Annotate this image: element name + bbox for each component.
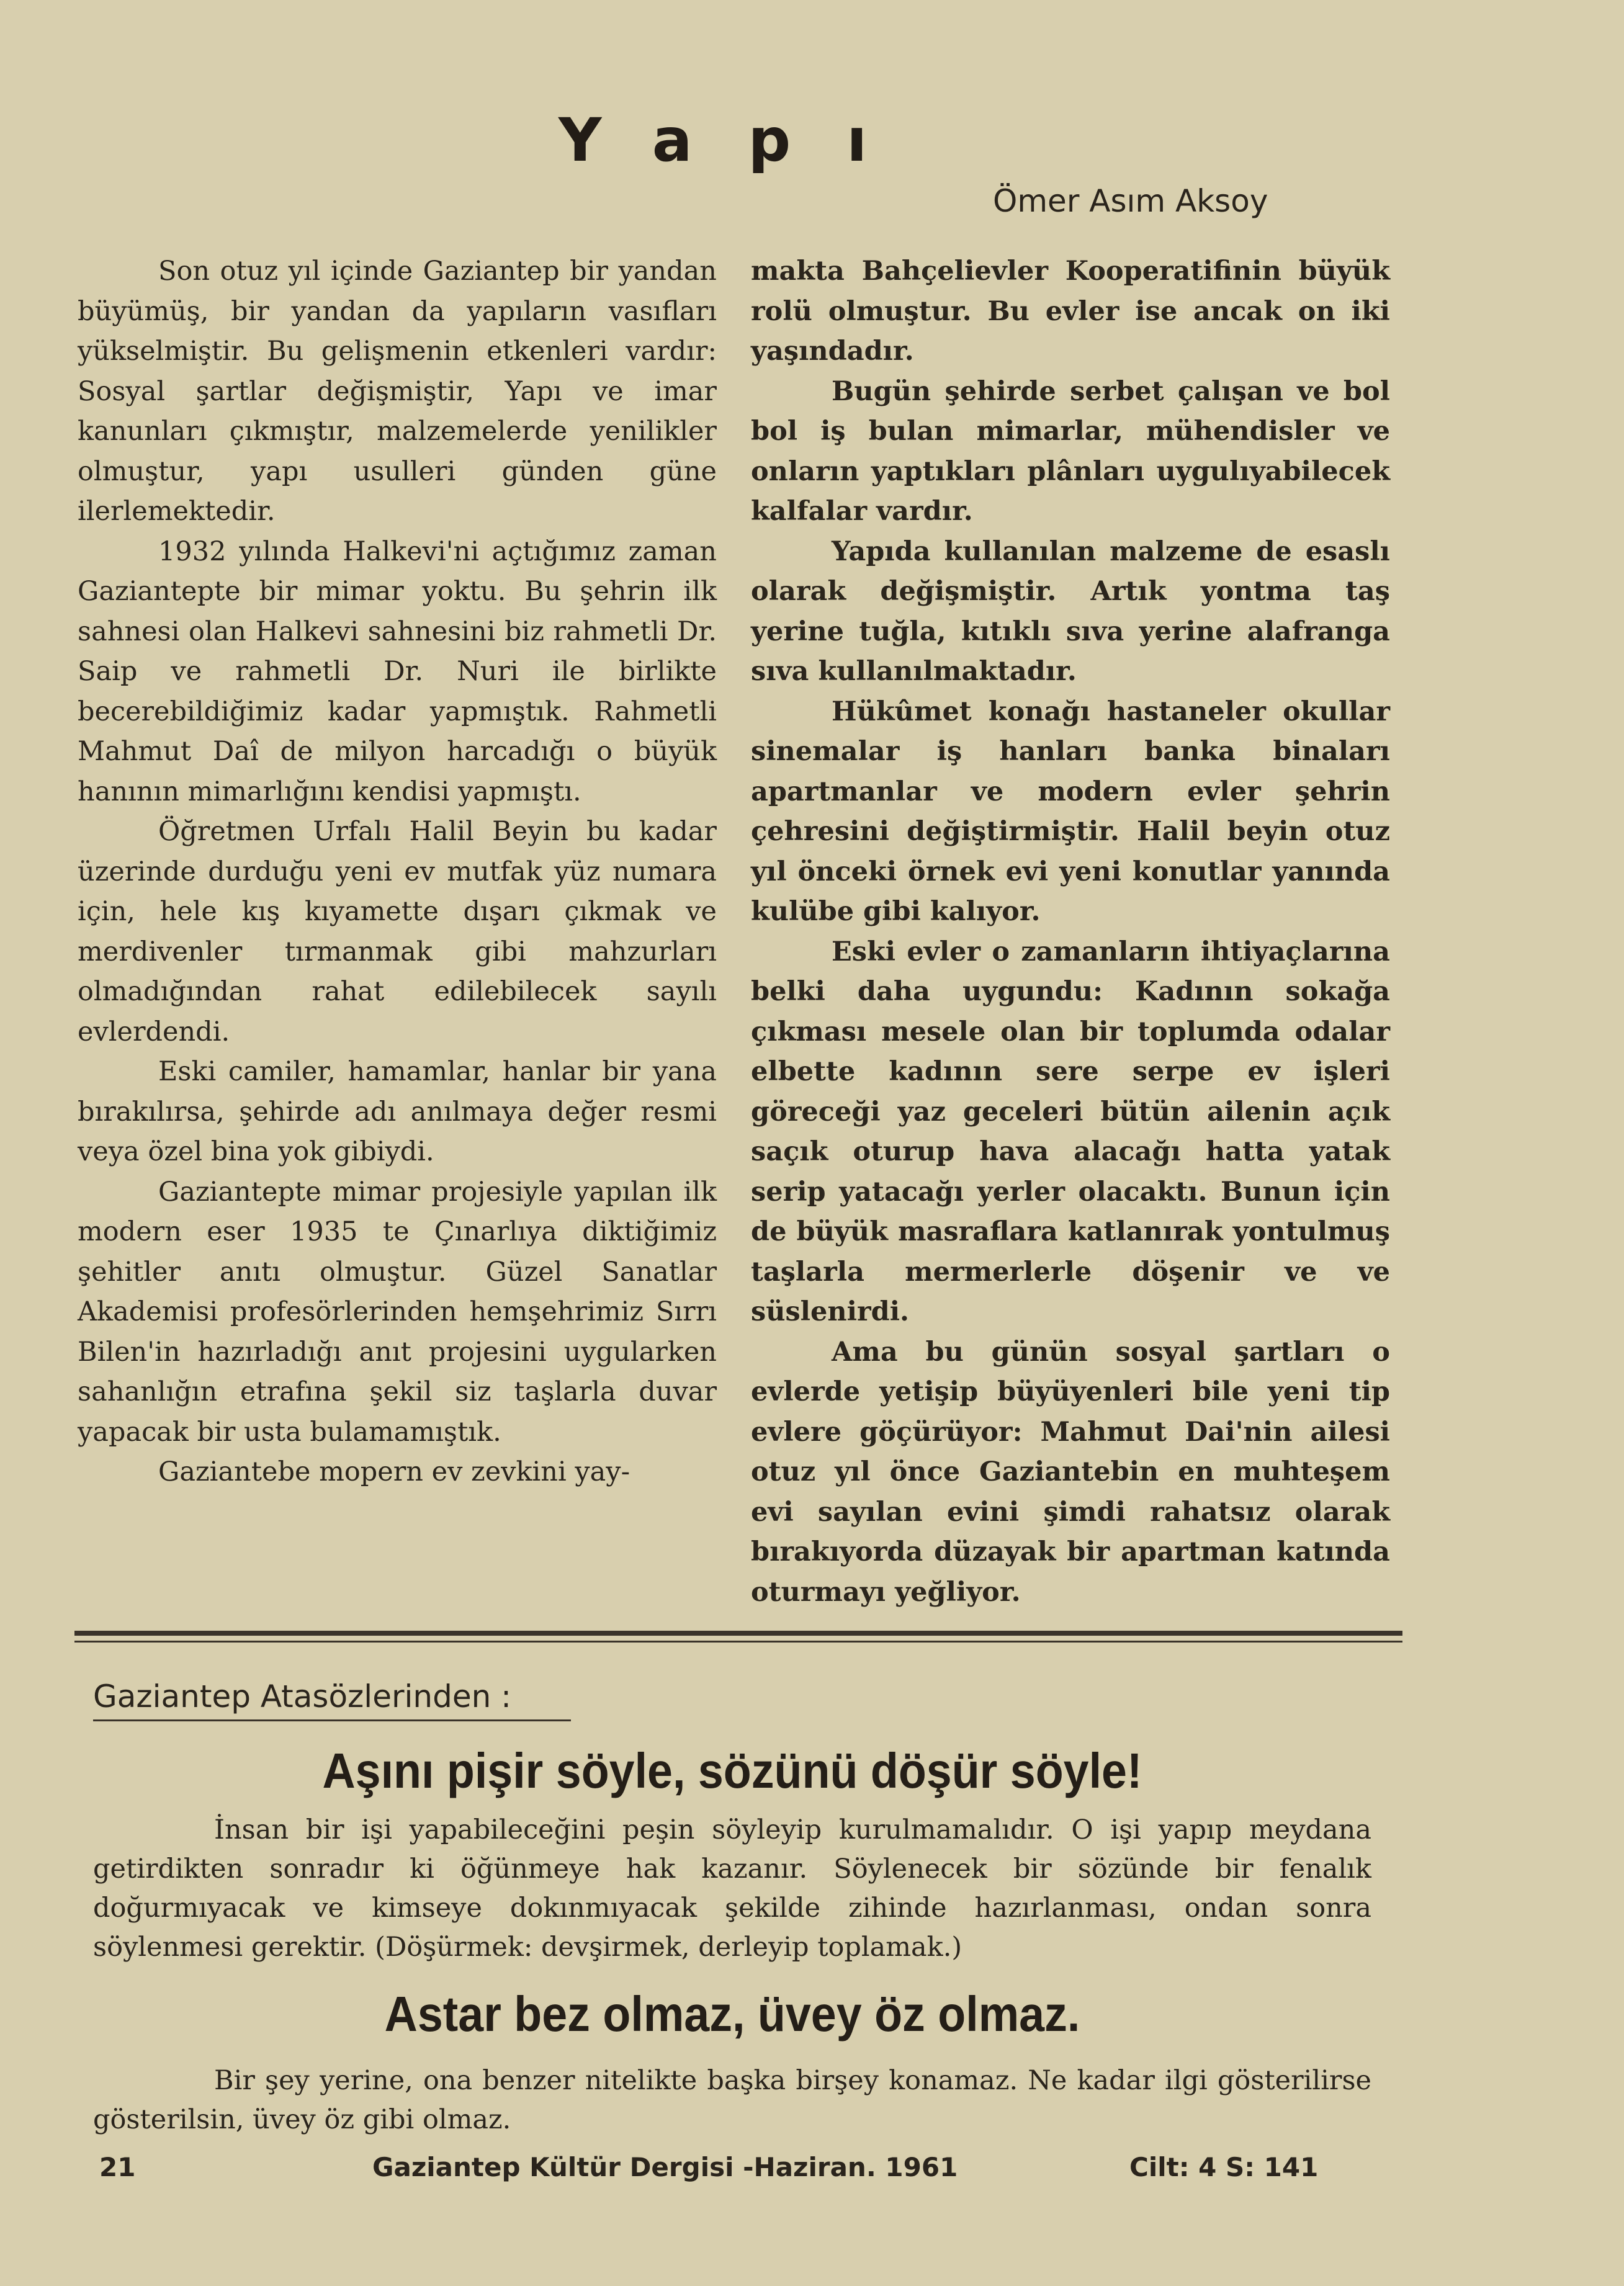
- left-column: [78, 251, 717, 1616]
- paragraph: makta Bahçelievler Kooperatifinin büyük rolü olmuştur. Bu evler ise ancak on iki yaşındadır.: [751, 256, 1390, 367]
- proverb-explanation: [93, 1811, 1371, 1967]
- paragraph: Gaziantepte mimar projesiyle yapılan ilk modern eser 1935 te Çınarlıya diktiğimiz şehitler anıtı olmuştur. Güzel Sanatlar Akademisi profesörlerinden hemşehrimiz Sırrı Bilen'in hazırladığı anıt projesini uygularken sahanlığın etrafına şekil siz taşlarla duvar yapacak bir usta bulamamıştık.: [78, 1176, 717, 1448]
- page-number: 21: [99, 2152, 136, 2182]
- paragraph: Son otuz yıl içinde Gaziantep bir yandan büyümüş, bir yandan da yapıların vasıfları yükselmiştir. Bu gelişmenin etkenleri vardır: Sosyal şartlar değişmiştir, Yapı ve imar kanunları çıkmıştır, malzemelerde yenilikler olmuştur, yapı usulleri günden güne ilerlemektedir.: [78, 256, 717, 527]
- journal-name: Gaziantep Kültür Dergisi -Haziran. 1961: [372, 2152, 958, 2182]
- section-label: Gaziantep Atasözlerinden :: [93, 1679, 571, 1721]
- paragraph: Bugün şehirde serbet çalışan ve bol bol iş bulan mimarlar, mühendisler ve onların yaptıkları plânları uygulıyabilecek kalfalar vardır.: [751, 375, 1390, 527]
- right-column: [751, 251, 1390, 1616]
- proverb-title: Aşını pişir söyle, sözünü döşür söyle!: [322, 1743, 1142, 1798]
- issue-info: Cilt: 4 S: 141: [1129, 2152, 1319, 2182]
- paragraph: Eski camiler, hamamlar, hanlar bir yana bırakılırsa, şehirde adı anılmaya değer resmi veya özel bina yok gibiydi.: [78, 1056, 717, 1167]
- paragraph: Eski evler o zamanların ihtiyaçlarına belki daha uygundu: Kadının sokağa çıkması mesele olan bir toplumda odalar elbette kadının sere serpe ev işleri göreceği yaz geceleri bütün ailenin açık saçık oturup hava alacağı hatta yatak serip yatacağı yerler olacaktı. Bunun için de büyük masraflara katlanırak yontulmuş taşlarla mermerlerle döşenir ve ve süslenirdi.: [751, 936, 1390, 1327]
- proverb-explanation: [93, 2061, 1371, 2140]
- paragraph: Ama bu günün sosyal şartları o evlerde yetişip büyüyenleri bile yeni tip evlere göçürüyor: Mahmut Dai'nin ailesi otuz yıl önce Gaziantebin en muhteşem evi sayılan evini şimdi rahatsız olarak bırakıyorda düzayak bir apartman katında oturmayı yeğliyor.: [751, 1336, 1390, 1608]
- paragraph: Yapıda kullanılan malzeme de esaslı olarak değişmiştir. Artık yontma taş yerine tuğla, kıtıklı sıva yerine alafranga sıva kullanılmaktadır.: [751, 536, 1390, 687]
- article-title: Yapı: [559, 105, 923, 175]
- explanation-text: İnsan bir işi yapabileceğini peşin söyleyip kurulmamalıdır. O işi yapıp meydana getirdikten sonradır ki öğünmeye hak kazanır. Söylenecek bir sözünde bir fenalık doğurmıyacak ve kimseye dokınmıyacak şekilde zihinde hazırlanması, ondan sonra söylenmesi gerektir. (Döşürmek: devşirmek, derleyip toplamak.): [93, 1814, 1371, 1963]
- divider-rule: [74, 1631, 1402, 1636]
- article-author: Ömer Asım Aksoy: [993, 183, 1268, 219]
- paragraph: Gaziantebe mopern ev zevkini yay-: [158, 1456, 630, 1487]
- proverb-title: Astar bez olmaz, üvey öz olmaz.: [384, 1986, 1080, 2042]
- explanation-text: Bir şey yerine, ona benzer nitelikte başka birşey konamaz. Ne kadar ilgi gösterilirse gösterilsin, üvey öz gibi olmaz.: [93, 2065, 1371, 2135]
- paragraph: 1932 yılında Halkevi'ni açtığımız zaman Gaziantepte bir mimar yoktu. Bu şehrin ilk sahnesi olan Halkevi sahnesini biz rahmetli Dr. Saip ve rahmetli Dr. Nuri ile birlikte becerebildiğimiz kadar yapmıştık. Rahmetli Mahmut Daî de milyon harcadığı o büyük hanının mimarlığını kendisi yapmıştı.: [78, 536, 717, 807]
- paragraph: Öğretmen Urfalı Halil Beyin bu kadar üzerinde durduğu yeni ev mutfak yüz numara için, hele kış kıyamette dışarı çıkmak ve merdivenler tırmanmak gibi mahzurları olmadığından rahat edilebilecek sayılı evlerdendi.: [78, 816, 717, 1047]
- paragraph: Hükûmet konağı hastaneler okullar sinemalar iş hanları banka binaları apartmanlar ve modern evler şehrin çehresini değiştirmiştir. Halil beyin otuz yıl önceki örnek evi yeni konutlar yanında kulübe gibi kalıyor.: [751, 696, 1390, 927]
- divider-rule-thin: [74, 1641, 1402, 1643]
